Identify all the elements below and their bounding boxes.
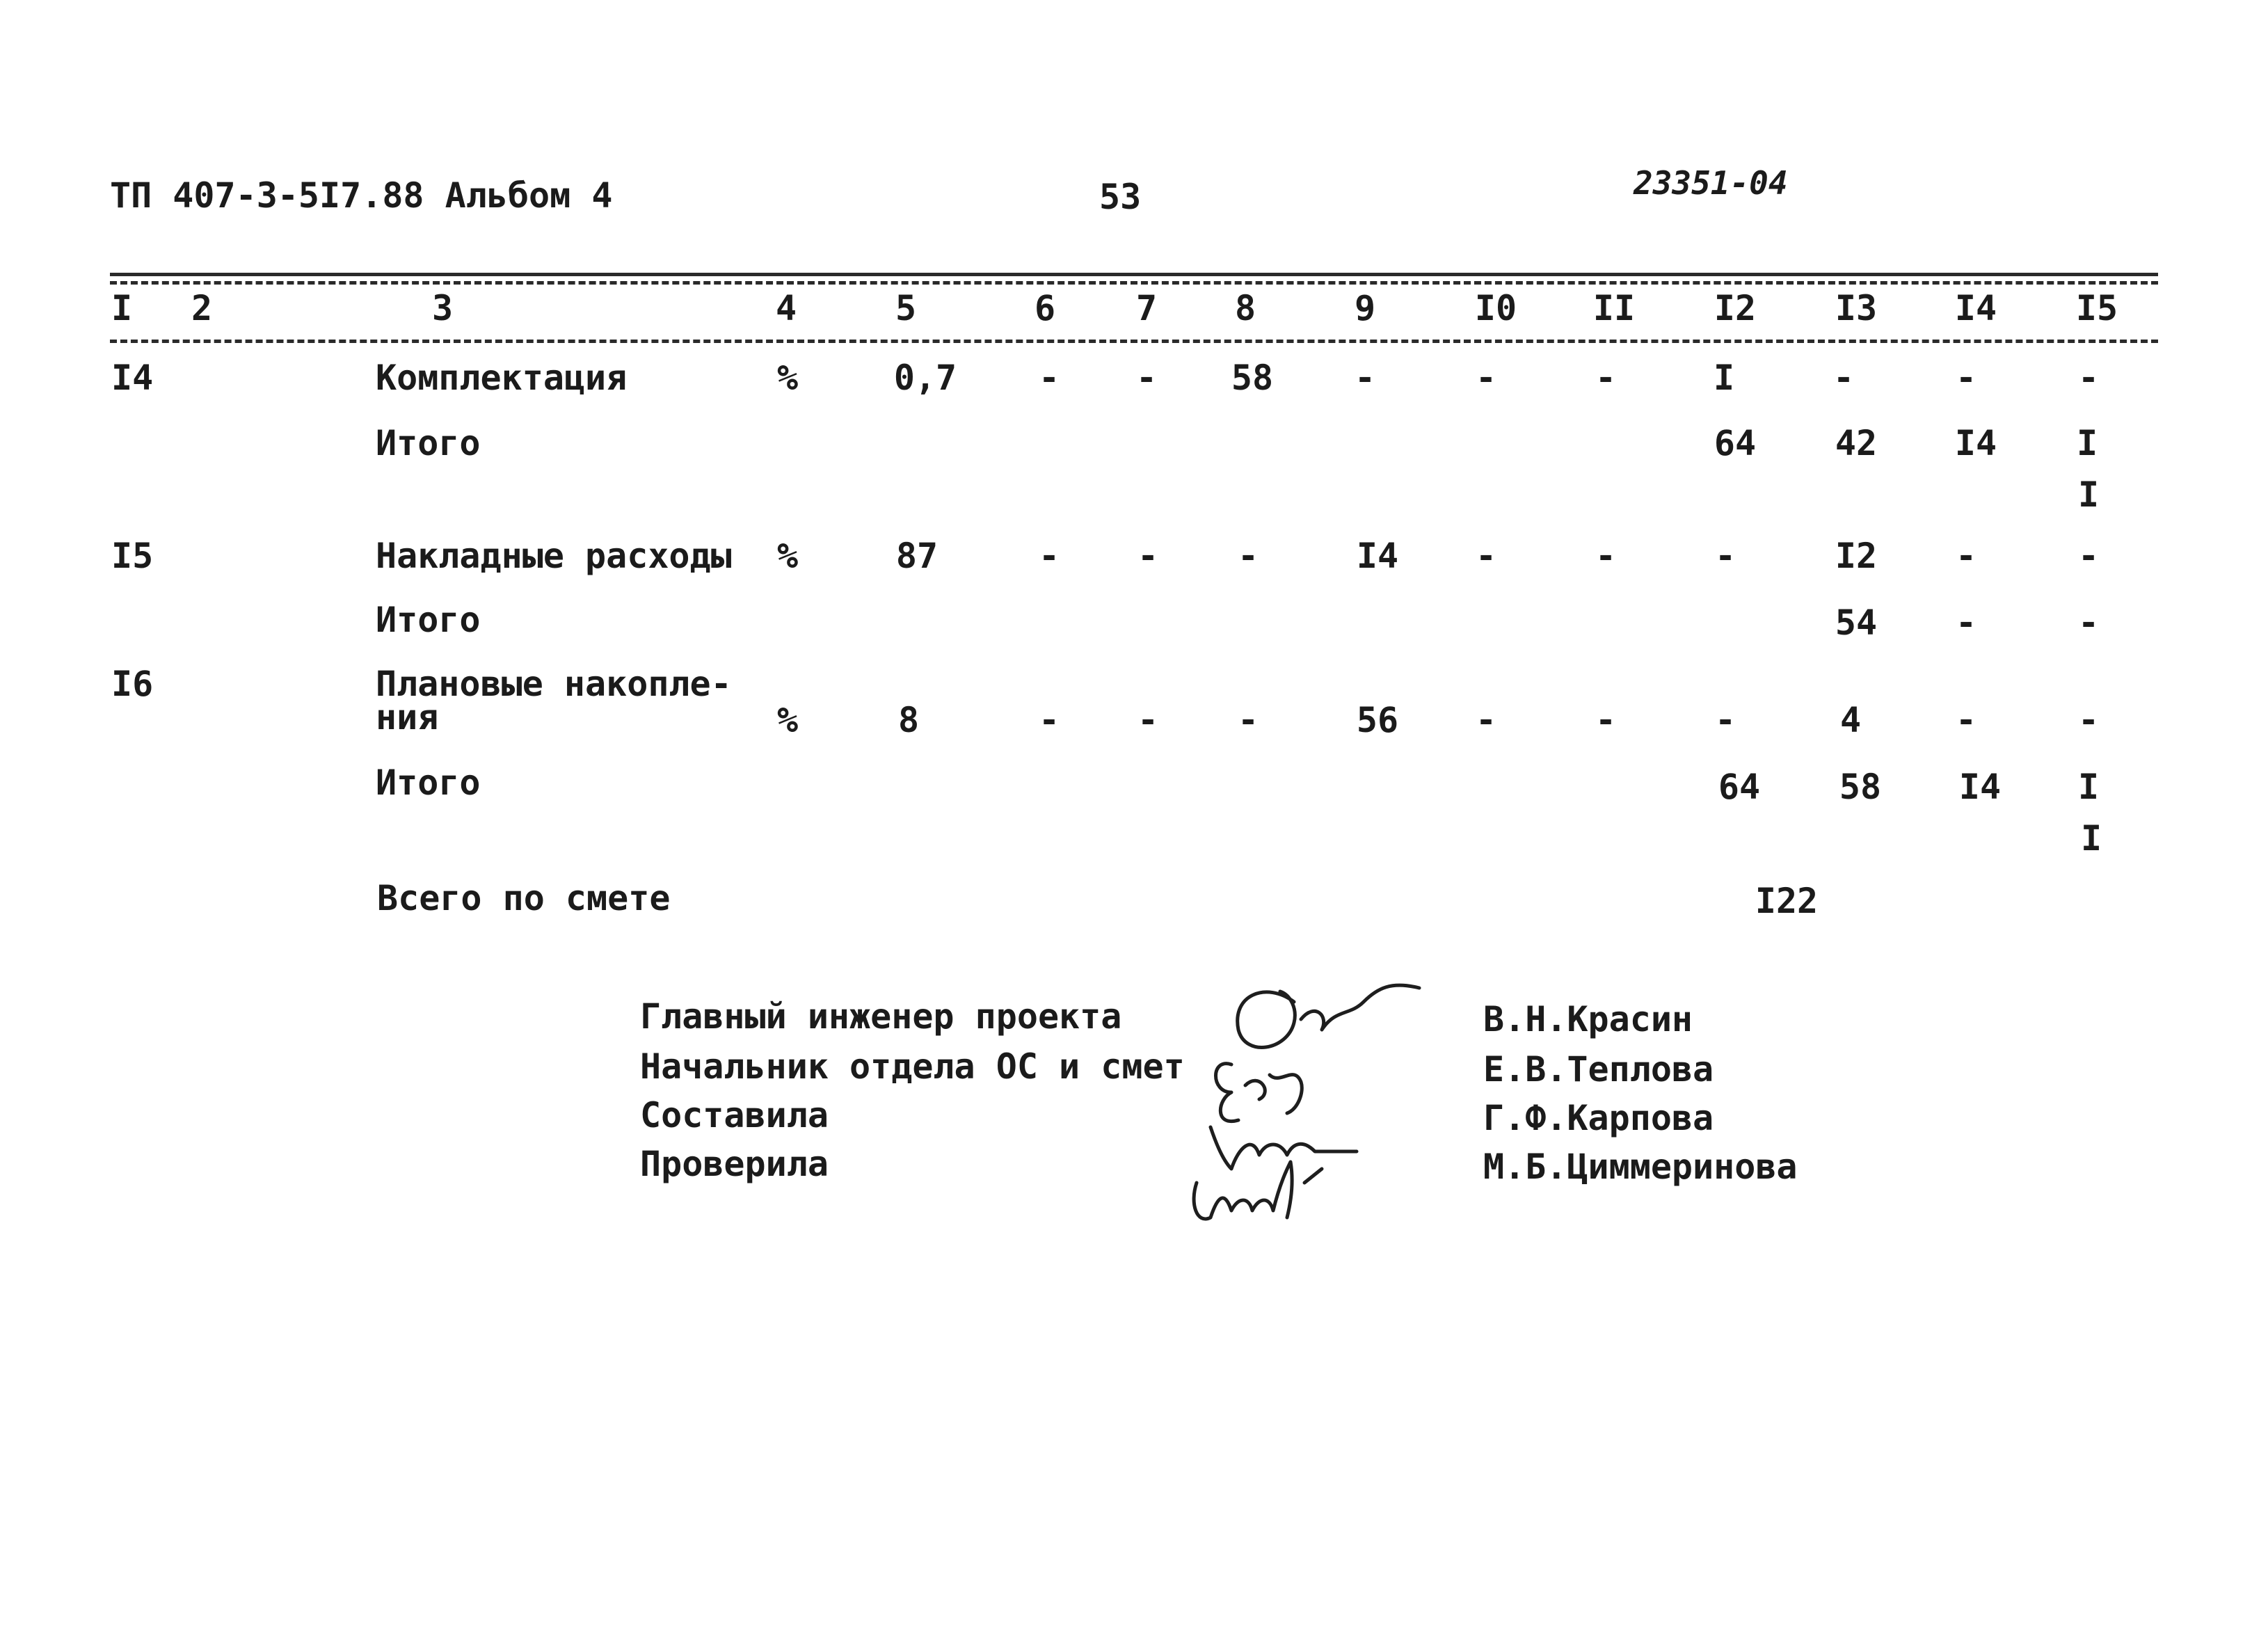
cell-c10: - bbox=[1475, 700, 1497, 740]
cell-c10: - bbox=[1475, 536, 1497, 576]
cell-c14: - bbox=[1955, 358, 1977, 398]
cell-c8: - bbox=[1237, 536, 1259, 576]
cell-c5: 8 bbox=[897, 700, 920, 740]
cell-c13: 42 bbox=[1835, 423, 1878, 463]
cell-c11: - bbox=[1595, 700, 1617, 740]
cell-c13: 58 bbox=[1839, 767, 1882, 807]
cell-c15: - bbox=[2077, 603, 2100, 643]
row-name-line-2: ния bbox=[376, 697, 439, 737]
document-code: ТП 407-3-5I7.88 Альбом 4 bbox=[110, 175, 613, 216]
column-header-4: 4 bbox=[775, 288, 797, 328]
cell-c15: - bbox=[2077, 536, 2100, 576]
handwritten-signatures bbox=[1155, 953, 1447, 1245]
column-header-10: I0 bbox=[1474, 288, 1517, 328]
signatory-name-1: В.Н.Красин bbox=[1483, 999, 1693, 1039]
cell-c11: - bbox=[1595, 358, 1617, 398]
row-name: Итого bbox=[376, 423, 481, 463]
signature-role-department-head: Начальник отдела ОС и смет bbox=[640, 1046, 1185, 1087]
archive-stamp: 23351-04 bbox=[1634, 164, 1788, 202]
table-header-bottom-rule bbox=[110, 340, 2158, 343]
row-name: Итого bbox=[376, 763, 481, 803]
cell-c8: 58 bbox=[1231, 358, 1274, 398]
column-header-11: II bbox=[1592, 288, 1636, 328]
cell-c12: - bbox=[1714, 536, 1736, 576]
cell-c11: - bbox=[1595, 536, 1617, 576]
signature-role-checked-by: Проверила bbox=[640, 1144, 829, 1184]
cell-c5: 0,7 bbox=[893, 358, 957, 398]
row-number: I6 bbox=[111, 664, 154, 704]
cell-c9: 56 bbox=[1356, 700, 1399, 740]
row-unit: % bbox=[776, 358, 799, 398]
cell-c9: - bbox=[1354, 358, 1376, 398]
column-header-8: 8 bbox=[1234, 288, 1256, 328]
total-value: I22 bbox=[1755, 881, 1819, 921]
cell-c15-top: I bbox=[2077, 767, 2100, 807]
row-number: I4 bbox=[111, 358, 154, 398]
cell-c15-bottom: I bbox=[2080, 818, 2102, 859]
row-name-line-1: Плановые накопле- bbox=[376, 664, 732, 704]
cell-c14: - bbox=[1955, 603, 1977, 643]
cell-c7: - bbox=[1137, 536, 1159, 576]
column-header-7: 7 bbox=[1135, 288, 1158, 328]
total-label: Всего по смете bbox=[377, 878, 671, 918]
cell-c15: - bbox=[2077, 358, 2100, 398]
signatory-name-4: М.Б.Циммеринова bbox=[1483, 1147, 1798, 1187]
cell-c6: - bbox=[1038, 358, 1060, 398]
cell-c6: - bbox=[1038, 536, 1060, 576]
column-header-13: I3 bbox=[1835, 288, 1878, 328]
signature-role-chief-engineer: Главный инженер проекта bbox=[640, 996, 1122, 1037]
cell-c14: - bbox=[1955, 536, 1977, 576]
cell-c9: I4 bbox=[1356, 536, 1399, 576]
cell-c12: - bbox=[1714, 700, 1736, 740]
signatory-name-2: Е.В.Теплова bbox=[1483, 1049, 1714, 1090]
row-name: Накладные расходы bbox=[376, 536, 732, 576]
cell-c13: 54 bbox=[1835, 603, 1878, 643]
column-header-3: 3 bbox=[431, 288, 454, 328]
cell-c14: - bbox=[1955, 700, 1977, 740]
cell-c13: I2 bbox=[1835, 536, 1878, 576]
row-name: Комплектация bbox=[376, 358, 628, 398]
signatory-name-3: Г.Ф.Карпова bbox=[1483, 1098, 1714, 1138]
cell-c7: - bbox=[1137, 700, 1159, 740]
cell-c8: - bbox=[1237, 700, 1259, 740]
cell-c12: 64 bbox=[1714, 423, 1757, 463]
row-unit: % bbox=[776, 700, 799, 740]
column-header-6: 6 bbox=[1034, 288, 1056, 328]
row-number: I5 bbox=[111, 536, 154, 576]
table-top-rule bbox=[110, 273, 2158, 276]
page-number: 53 bbox=[1099, 177, 1142, 217]
cell-c7: - bbox=[1135, 358, 1158, 398]
column-header-14: I4 bbox=[1954, 288, 1997, 328]
column-header-15: I5 bbox=[2075, 288, 2118, 328]
cell-c14: I4 bbox=[1958, 767, 2002, 807]
signature-role-compiled-by: Составила bbox=[640, 1095, 829, 1135]
cell-c12: I bbox=[1713, 358, 1735, 398]
cell-c13: - bbox=[1832, 358, 1855, 398]
cell-c5: 87 bbox=[895, 536, 939, 576]
cell-c12: 64 bbox=[1718, 767, 1761, 807]
cell-c14: I4 bbox=[1954, 423, 1997, 463]
column-header-5: 5 bbox=[895, 288, 917, 328]
row-name: Итого bbox=[376, 600, 481, 640]
row-unit: % bbox=[776, 536, 799, 576]
cell-c15: - bbox=[2077, 700, 2100, 740]
cell-c10: - bbox=[1475, 358, 1497, 398]
cell-c15-top: I bbox=[2076, 423, 2098, 463]
table-top-rule-dashed bbox=[110, 281, 2158, 285]
column-header-2: 2 bbox=[191, 288, 213, 328]
column-header-1: I bbox=[111, 288, 133, 328]
cell-c6: - bbox=[1038, 700, 1060, 740]
cell-c15-bottom: I bbox=[2077, 474, 2100, 515]
column-header-9: 9 bbox=[1354, 288, 1376, 328]
cell-c13: 4 bbox=[1839, 700, 1862, 740]
column-header-12: I2 bbox=[1714, 288, 1757, 328]
